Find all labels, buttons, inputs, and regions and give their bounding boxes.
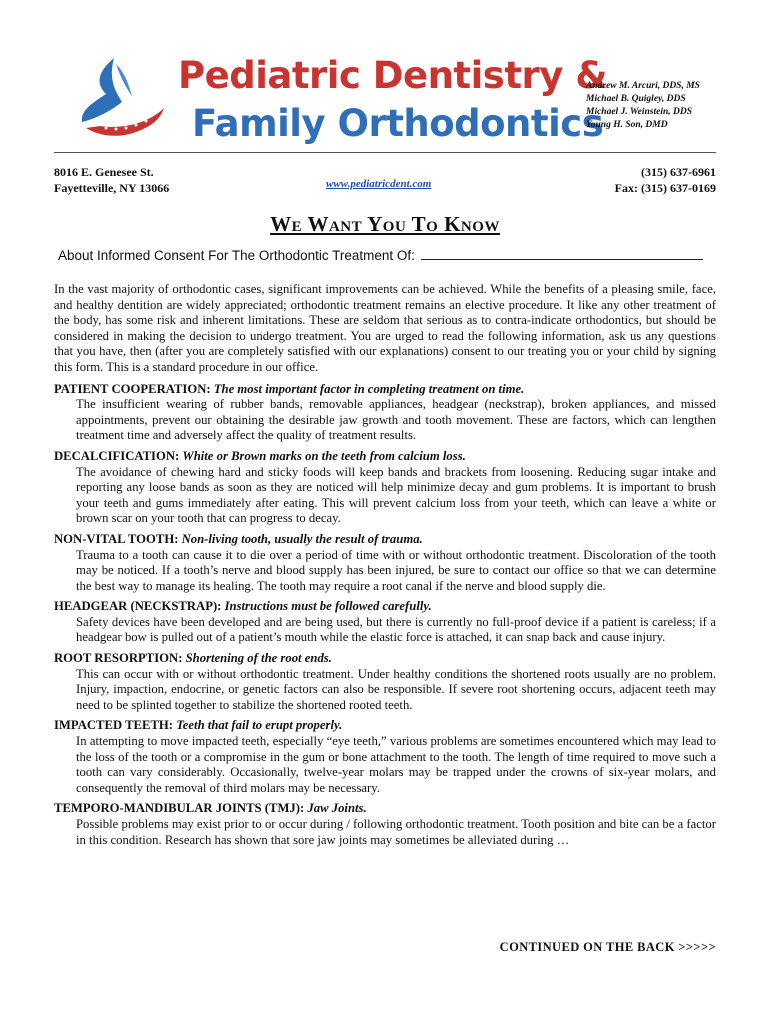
practice-name (178, 52, 608, 148)
section-heading (54, 801, 716, 817)
title-text: We Want You To Know (270, 212, 500, 236)
practice-name-line1: Pediatric Dentistry & (178, 54, 608, 97)
section-heading (54, 532, 716, 548)
address-city: Fayetteville, NY 13066 (54, 181, 170, 195)
heading-subtitle: Shortening of the root ends. (185, 651, 332, 666)
heading-subtitle: White or Brown marks on the teeth from calcium loss. (182, 448, 466, 463)
heading-subtitle: The most important factor in completing treatment on time. (213, 381, 525, 396)
section-heading (54, 718, 716, 734)
address-street: 8016 E. Genesee St. (54, 165, 154, 179)
letterhead-divider (54, 152, 716, 153)
heading-subtitle: Teeth that fail to erupt properly. (176, 718, 343, 733)
heading-subtitle: Non-living tooth, usually the result of trauma. (181, 531, 423, 546)
section-heading (54, 599, 716, 615)
section-heading (54, 651, 716, 667)
heading-label: IMPACTED TEETH: (54, 718, 174, 733)
heading-subtitle: Instructions must be followed carefully. (224, 599, 432, 614)
practice-name-line2: Family Orthodontics (192, 102, 604, 145)
heading-label: NON-VITAL TOOTH: (54, 531, 179, 546)
document-title (0, 212, 770, 237)
heading-label: HEADGEAR (NECKSTRAP): (54, 599, 222, 614)
section-patient-cooperation (54, 382, 716, 444)
intro-paragraph: In the vast majority of orthodontic cases, significant improvements can be achieved. While the benefits of a pleasing smile, face, and healthy dentition are widely appreciated; orthodontic treatment remains an elective procedure. It like any other treatment of the body, has some risk and inherent limitations. These are seldom that serious as to contra-indicate orthodontics, but should be considered in making the decision to undergo treatment. You are urged to read the following information, ask us any questions that you have, then (after you are completely satisfied with our explanations) consent to our treating you or your child by signing this form. This is a standard procedure in our office. (54, 282, 716, 374)
phone-number: (315) 637-6961 (641, 165, 716, 179)
section-text: The avoidance of chewing hard and sticky foods will keep bands and brackets from loosening. Reducing sugar intake and reporting any loose bands as soon as they are noticed will help minimize decay and gum problems. It is important to brush your teeth and gums immediately after eating. This will prevent calcium loss from your teeth, which can leave a white or brown scar on your tooth that can progress to decay. (76, 464, 716, 526)
doctor-name: Michael B. Quigley, DDS (586, 94, 686, 104)
tooth-logo-icon (72, 52, 172, 148)
patient-name-blank[interactable] (421, 247, 703, 260)
heading-label: DECALCIFICATION: (54, 448, 180, 463)
document-body (54, 282, 716, 853)
heading-subtitle: Jaw Joints. (307, 801, 367, 816)
website-link[interactable]: www.pediatricdent.com (326, 178, 432, 190)
section-text: The insufficient wearing of rubber bands, removable appliances, headgear (neckstrap), broken appliances, and missed appointments, prevent our obtaining the desirable jaw growth and tooth movement. These are factors, which can lengthen treatment time and adversely affect the quality of treatment results. (76, 397, 716, 443)
doctor-name: Andrew M. Arcuri, DDS, MS (586, 81, 700, 91)
section-text: This can occur with or without orthodontic treatment. Under healthy conditions the shortened roots usually are no problem. Injury, impaction, endocrine, or genetic factors can also be responsible. If severe root shortening occurs, adjacent teeth may need to be splinted together to stabilize the shortened rooted teeth. (76, 666, 716, 712)
doctor-name: Young H. Son, DMD (586, 120, 668, 130)
section-text: Possible problems may exist prior to or occur during / following orthodontic treatment. Tooth position and bite can be a factor in this condition. Research has shown that sore jaw joints may sometimes be alleviated during … (76, 817, 716, 847)
section-root-resorption (54, 651, 716, 713)
section-decalcification (54, 449, 716, 527)
section-tmj (54, 801, 716, 848)
section-text: In attempting to move impacted teeth, especially “eye teeth,” various problems are sometimes encountered which may lead to the loss of the tooth or a compromise in the gum or bone attachment to the tooth. The length of time required to move such a tooth can vary considerably. Occasionally, twelve-year molars may be trapped under the crowns of six-year molars, and consequently the removal of third molars may be necessary. (76, 734, 716, 795)
section-impacted-teeth (54, 718, 716, 796)
address (54, 164, 169, 196)
doctor-name: Michael J. Weinstein, DDS (586, 107, 693, 117)
consent-line (58, 247, 703, 263)
section-text: Safety devices have been developed and are being used, but there is currently no full-proof device if a patient is careless; if a headgear bow is pulled out of a patient’s mouth while the elastic force is attached, it can snap back and cause injury. (76, 614, 716, 645)
continued-on-back: CONTINUED ON THE BACK >>>>> (499, 940, 716, 954)
consent-label: About Informed Consent For The Orthodontic Treatment Of: (58, 248, 415, 263)
section-heading (54, 449, 716, 465)
doctor-list (586, 80, 700, 132)
heading-label: TEMPORO-MANDIBULAR JOINTS (TMJ): (54, 801, 305, 816)
heading-label: PATIENT COOPERATION: (54, 381, 211, 396)
section-headgear (54, 599, 716, 646)
section-text: Trauma to a tooth can cause it to die over a period of time with or without orthodontic treatment. Discoloration of the tooth may be noticed. If a tooth’s nerve and blood supply has been injured, be sure to contact our office so that we can determine the best way to manage its healing. The tooth may require a root canal if the nerve and blood supply die. (76, 547, 716, 593)
section-non-vital-tooth (54, 532, 716, 594)
section-heading (54, 382, 716, 398)
contact-numbers (615, 164, 716, 196)
fax-number: Fax: (315) 637-0169 (614, 181, 716, 195)
heading-label: ROOT RESORPTION: (54, 651, 183, 666)
